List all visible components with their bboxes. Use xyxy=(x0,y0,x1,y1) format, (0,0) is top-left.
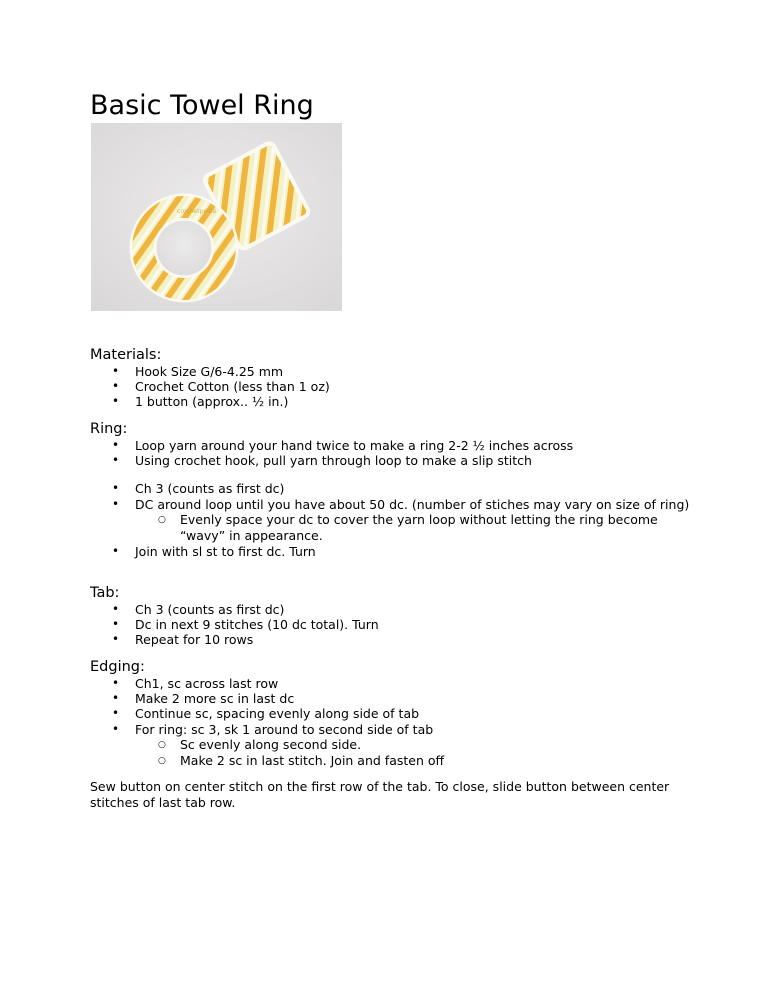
materials-list xyxy=(90,364,690,410)
tab-heading: Tab: xyxy=(90,585,120,601)
list-item: • Make 2 more sc in last dc xyxy=(90,691,690,706)
list-item: • Ch 3 (counts as first dc) xyxy=(90,602,690,617)
list-item: • 1 button (approx.. ½ in.) xyxy=(90,394,690,409)
sublist-item: ○ Sc evenly along second side. xyxy=(135,737,690,753)
edging-sublist xyxy=(135,737,690,769)
list-item: • Ch1, sc across last row xyxy=(90,676,690,691)
list-item-text: For ring: sc 3, sk 1 around to second side of tab xyxy=(135,721,434,737)
materials-heading: Materials: xyxy=(90,347,162,363)
edging-heading: Edging: xyxy=(90,659,145,675)
ring-heading: Ring: xyxy=(90,421,128,437)
closing-paragraph: Sew button on center stitch on the first row of the tab. To close, slide button between center stitches of last tab row. xyxy=(90,779,670,810)
list-item: • Repeat for 10 rows xyxy=(90,632,690,647)
list-item: • Loop yarn around your hand twice to make a ring 2-2 ½ inches across xyxy=(90,438,690,453)
list-item xyxy=(90,497,690,544)
list-item-text: DC around loop until you have about 50 dc. (number of stiches may vary on size of ring) xyxy=(135,496,690,512)
list-item: • Ch 3 (counts as first dc) xyxy=(90,481,690,496)
list-item: • Using crochet hook, pull yarn through loop to make a slip stitch xyxy=(90,453,690,468)
list-item: • Join with sl st to first dc. Turn xyxy=(90,544,690,559)
list-item: • Dc in next 9 stitches (10 dc total). Turn xyxy=(90,617,690,632)
towel-ring-photo xyxy=(91,123,342,311)
ring-sublist xyxy=(135,512,690,544)
sublist-item: ○ Make 2 sc in last stitch. Join and fasten off xyxy=(135,753,690,769)
ring-list xyxy=(90,438,690,468)
page-title: Basic Towel Ring xyxy=(90,90,314,121)
photo-watermark: crochetpedia xyxy=(177,208,217,215)
ring-section xyxy=(90,420,690,559)
ring-list-continued xyxy=(90,481,690,559)
list-item xyxy=(90,722,690,769)
tab-section xyxy=(90,584,690,648)
list-item: • Crochet Cotton (less than 1 oz) xyxy=(90,379,690,394)
materials-section xyxy=(90,346,690,410)
list-item: • Continue sc, spacing evenly along side of tab xyxy=(90,706,690,721)
spacer xyxy=(90,468,690,481)
list-item: • Hook Size G/6-4.25 mm xyxy=(90,364,690,379)
tab-list xyxy=(90,602,690,648)
edging-list xyxy=(90,676,690,769)
edging-section xyxy=(90,658,690,769)
sublist-item: ○ Evenly space your dc to cover the yarn loop without letting the ring become “wavy” in appearance. xyxy=(135,512,690,544)
